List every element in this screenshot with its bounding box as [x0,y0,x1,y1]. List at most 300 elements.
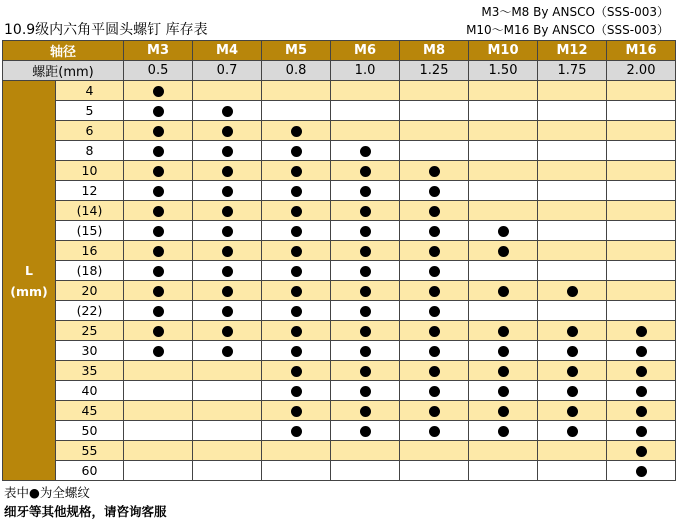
full-thread-dot-icon [567,326,578,337]
stock-cell [124,461,193,481]
stock-cell [607,461,676,481]
full-thread-dot-icon [222,286,233,297]
stock-cell [607,141,676,161]
table-row [3,281,676,301]
stock-cell [193,381,262,401]
stock-cell [607,341,676,361]
stock-cell [262,301,331,321]
stock-cell [262,281,331,301]
pitch-m8: 1.25 [400,61,469,81]
stock-cell [469,221,538,241]
stock-cell [262,141,331,161]
stock-cell [124,221,193,241]
stock-cell [400,141,469,161]
full-thread-dot-icon [636,406,647,417]
full-thread-dot-icon [567,366,578,377]
full-thread-dot-icon [636,446,647,457]
code-m10-m16: M10～M16 By ANSCO（SSS-003） [466,23,669,37]
stock-cell [469,441,538,461]
full-thread-dot-icon [222,266,233,277]
size-header-m12: M12 [538,41,607,61]
stock-cell [400,301,469,321]
full-thread-dot-icon [291,206,302,217]
stock-cell [538,161,607,181]
length-cell: (14) [56,201,124,221]
full-thread-dot-icon [153,166,164,177]
full-thread-dot-icon [429,306,440,317]
length-cell: 12 [56,181,124,201]
size-header-m5: M5 [262,41,331,61]
length-axis-text: L [25,262,33,278]
full-thread-dot-icon [360,266,371,277]
stock-cell [331,421,400,441]
full-thread-dot-icon [222,166,233,177]
full-thread-dot-icon [429,266,440,277]
stock-cell [469,141,538,161]
full-thread-dot-icon [222,206,233,217]
table-row [3,341,676,361]
stock-cell [469,341,538,361]
pitch-m6: 1.0 [331,61,400,81]
full-thread-dot-icon [360,366,371,377]
table-row [3,401,676,421]
full-thread-dot-icon [360,406,371,417]
stock-cell [124,121,193,141]
stock-cell [607,221,676,241]
full-thread-dot-icon [153,206,164,217]
full-thread-dot-icon [360,246,371,257]
full-thread-dot-icon [291,266,302,277]
stock-cell [538,301,607,321]
stock-cell [607,381,676,401]
table-row [3,101,676,121]
stock-cell [124,421,193,441]
stock-cell [193,241,262,261]
stock-cell [538,101,607,121]
stock-cell [124,161,193,181]
full-thread-dot-icon [291,386,302,397]
stock-cell [400,201,469,221]
table-row [3,241,676,261]
full-thread-dot-icon [636,346,647,357]
full-thread-dot-icon [360,166,371,177]
stock-cell [331,141,400,161]
full-thread-dot-icon [291,286,302,297]
stock-cell [607,401,676,421]
full-thread-dot-icon [222,106,233,117]
length-cell: 50 [56,421,124,441]
stock-cell [262,221,331,241]
stock-cell [538,241,607,261]
size-header-row [3,41,676,61]
length-cell: 25 [56,321,124,341]
full-thread-dot-icon [567,406,578,417]
stock-cell [331,181,400,201]
table-row [3,461,676,481]
stock-cell [469,401,538,421]
full-thread-dot-icon [291,146,302,157]
stock-cell [262,361,331,381]
length-cell: (18) [56,261,124,281]
stock-cell [331,341,400,361]
stock-cell [124,141,193,161]
full-thread-dot-icon [291,346,302,357]
full-thread-dot-icon [636,326,647,337]
size-header-m3: M3 [124,41,193,61]
full-thread-dot-icon [291,186,302,197]
stock-cell [469,261,538,281]
stock-table [2,40,676,481]
table-row [3,81,676,101]
stock-cell [124,381,193,401]
full-thread-dot-icon [429,326,440,337]
stock-cell [193,121,262,141]
full-thread-dot-icon [153,126,164,137]
full-thread-dot-icon [567,386,578,397]
stock-cell [124,321,193,341]
full-thread-dot-icon [360,346,371,357]
stock-cell [193,201,262,221]
stock-cell [331,281,400,301]
table-row [3,261,676,281]
stock-cell [262,261,331,281]
table-row [3,221,676,241]
full-thread-dot-icon [636,386,647,397]
contact-note: 细牙等其他规格，请咨询客服 [4,504,167,519]
stock-cell [262,401,331,421]
stock-cell [607,421,676,441]
stock-cell [400,401,469,421]
length-cell: 8 [56,141,124,161]
stock-cell [331,241,400,261]
stock-cell [193,441,262,461]
full-thread-dot-icon [291,426,302,437]
pitch-m10: 1.50 [469,61,538,81]
stock-cell [607,441,676,461]
length-cell: 35 [56,361,124,381]
stock-cell [400,421,469,441]
length-cell: 4 [56,81,124,101]
stock-cell [331,161,400,181]
pitch-m3: 0.5 [124,61,193,81]
full-thread-dot-icon [291,246,302,257]
stock-cell [262,81,331,101]
table-row [3,121,676,141]
stock-cell [607,301,676,321]
axis-label: 轴径 [3,41,124,61]
full-thread-dot-icon [153,226,164,237]
stock-cell [193,401,262,421]
stock-cell [400,81,469,101]
full-thread-dot-icon [429,286,440,297]
stock-cell [193,361,262,381]
stock-cell [538,261,607,281]
stock-cell [124,281,193,301]
stock-cell [193,461,262,481]
stock-cell [331,361,400,381]
full-thread-dot-icon [153,86,164,97]
full-thread-dot-icon [498,426,509,437]
stock-cell [400,281,469,301]
stock-cell [193,81,262,101]
stock-cell [400,181,469,201]
stock-cell [607,321,676,341]
table-row [3,161,676,181]
stock-cell [193,221,262,241]
full-thread-dot-icon [498,326,509,337]
pitch-row [3,61,676,81]
stock-cell [538,341,607,361]
table-row [3,361,676,381]
stock-cell [607,81,676,101]
stock-cell [331,301,400,321]
length-cell: 45 [56,401,124,421]
stock-cell [469,241,538,261]
full-thread-dot-icon [498,246,509,257]
pitch-m16: 2.00 [607,61,676,81]
stock-cell [124,101,193,121]
full-thread-dot-icon [636,366,647,377]
stock-cell [262,101,331,121]
stock-cell [262,461,331,481]
product-codes [466,3,669,39]
size-header-m4: M4 [193,41,262,61]
page-title: 10.9级内六角平圆头螺钉 库存表 [4,22,208,38]
stock-cell [331,441,400,461]
length-cell: 20 [56,281,124,301]
stock-cell [331,221,400,241]
stock-cell [262,441,331,461]
size-header-m8: M8 [400,41,469,61]
stock-cell [193,161,262,181]
full-thread-dot-icon [360,146,371,157]
stock-cell [124,341,193,361]
stock-cell [262,201,331,221]
full-thread-dot-icon [153,186,164,197]
footnote: 表中●为全螺纹 [4,485,90,500]
full-thread-dot-icon [291,166,302,177]
stock-cell [331,201,400,221]
full-thread-dot-icon [153,346,164,357]
table-row [3,441,676,461]
stock-cell [469,361,538,381]
stock-cell [193,141,262,161]
full-thread-dot-icon [429,166,440,177]
full-thread-dot-icon [360,386,371,397]
full-thread-dot-icon [222,346,233,357]
stock-cell [469,461,538,481]
stock-cell [607,241,676,261]
stock-cell [538,381,607,401]
stock-cell [193,281,262,301]
stock-cell [400,121,469,141]
stock-cell [262,181,331,201]
stock-cell [538,361,607,381]
full-thread-dot-icon [429,386,440,397]
full-thread-dot-icon [429,366,440,377]
full-thread-dot-icon [291,326,302,337]
full-thread-dot-icon [360,326,371,337]
length-cell: 30 [56,341,124,361]
stock-cell [607,161,676,181]
full-thread-dot-icon [429,346,440,357]
stock-cell [400,161,469,181]
table-row [3,301,676,321]
stock-cell [607,181,676,201]
stock-cell [331,101,400,121]
full-thread-dot-icon [153,266,164,277]
stock-cell [193,341,262,361]
full-thread-dot-icon [222,146,233,157]
length-axis-text: (mm) [10,283,48,299]
stock-cell [538,441,607,461]
stock-cell [124,361,193,381]
length-cell: 10 [56,161,124,181]
full-thread-dot-icon [360,186,371,197]
stock-cell [538,401,607,421]
full-thread-dot-icon [291,366,302,377]
full-thread-dot-icon [291,226,302,237]
full-thread-dot-icon [360,306,371,317]
full-thread-dot-icon [429,426,440,437]
stock-cell [262,421,331,441]
full-thread-dot-icon [222,186,233,197]
stock-cell [193,421,262,441]
stock-cell [193,301,262,321]
stock-cell [538,181,607,201]
full-thread-dot-icon [498,286,509,297]
stock-cell [469,381,538,401]
length-cell: 6 [56,121,124,141]
stock-cell [469,181,538,201]
full-thread-dot-icon [567,426,578,437]
full-thread-dot-icon [498,386,509,397]
stock-cell [538,141,607,161]
stock-cell [469,281,538,301]
pitch-m12: 1.75 [538,61,607,81]
stock-cell [331,81,400,101]
length-cell: 5 [56,101,124,121]
full-thread-dot-icon [429,226,440,237]
pitch-m4: 0.7 [193,61,262,81]
stock-cell [262,321,331,341]
size-header-m6: M6 [331,41,400,61]
pitch-label: 螺距(mm) [3,61,124,81]
full-thread-dot-icon [498,406,509,417]
stock-cell [331,121,400,141]
table-row [3,321,676,341]
full-thread-dot-icon [567,286,578,297]
stock-cell [331,321,400,341]
stock-cell [607,201,676,221]
full-thread-dot-icon [222,326,233,337]
stock-cell [400,101,469,121]
full-thread-dot-icon [291,406,302,417]
full-thread-dot-icon [291,126,302,137]
stock-cell [331,461,400,481]
full-thread-dot-icon [360,286,371,297]
stock-cell [607,361,676,381]
code-m3-m8: M3～M8 By ANSCO（SSS-003） [481,5,669,19]
stock-cell [124,261,193,281]
stock-cell [538,121,607,141]
full-thread-dot-icon [360,206,371,217]
full-thread-dot-icon [153,106,164,117]
stock-cell [193,321,262,341]
stock-cell [400,221,469,241]
stock-cell [193,181,262,201]
full-thread-dot-icon [360,226,371,237]
stock-cell [469,121,538,141]
stock-cell [124,401,193,421]
stock-cell [193,101,262,121]
stock-cell [331,401,400,421]
full-thread-dot-icon [360,426,371,437]
full-thread-dot-icon [153,306,164,317]
stock-cell [469,421,538,441]
size-header-m10: M10 [469,41,538,61]
stock-cell [193,261,262,281]
full-thread-dot-icon [498,226,509,237]
stock-cell [538,421,607,441]
stock-cell [124,81,193,101]
length-cell: (22) [56,301,124,321]
full-thread-dot-icon [222,126,233,137]
pitch-m5: 0.8 [262,61,331,81]
full-thread-dot-icon [429,186,440,197]
stock-cell [124,301,193,321]
stock-cell [400,361,469,381]
length-cell: 55 [56,441,124,461]
full-thread-dot-icon [153,146,164,157]
stock-cell [262,381,331,401]
stock-cell [124,181,193,201]
stock-cell [538,321,607,341]
full-thread-dot-icon [429,206,440,217]
stock-cell [538,281,607,301]
stock-cell [400,261,469,281]
stock-cell [538,81,607,101]
stock-cell [262,241,331,261]
stock-cell [469,301,538,321]
full-thread-dot-icon [153,286,164,297]
full-thread-dot-icon [498,346,509,357]
stock-cell [400,321,469,341]
length-cell: (15) [56,221,124,241]
stock-cell [331,261,400,281]
stock-cell [262,161,331,181]
stock-cell [538,461,607,481]
full-thread-dot-icon [291,306,302,317]
full-thread-dot-icon [498,366,509,377]
stock-cell [607,101,676,121]
table-row [3,201,676,221]
stock-cell [607,281,676,301]
stock-cell [400,341,469,361]
stock-cell [400,241,469,261]
stock-cell [469,201,538,221]
full-thread-dot-icon [222,246,233,257]
stock-cell [400,441,469,461]
full-thread-dot-icon [429,246,440,257]
table-row [3,421,676,441]
table-row [3,381,676,401]
length-cell: 60 [56,461,124,481]
stock-cell [607,121,676,141]
full-thread-dot-icon [567,346,578,357]
stock-cell [400,461,469,481]
stock-cell [262,121,331,141]
